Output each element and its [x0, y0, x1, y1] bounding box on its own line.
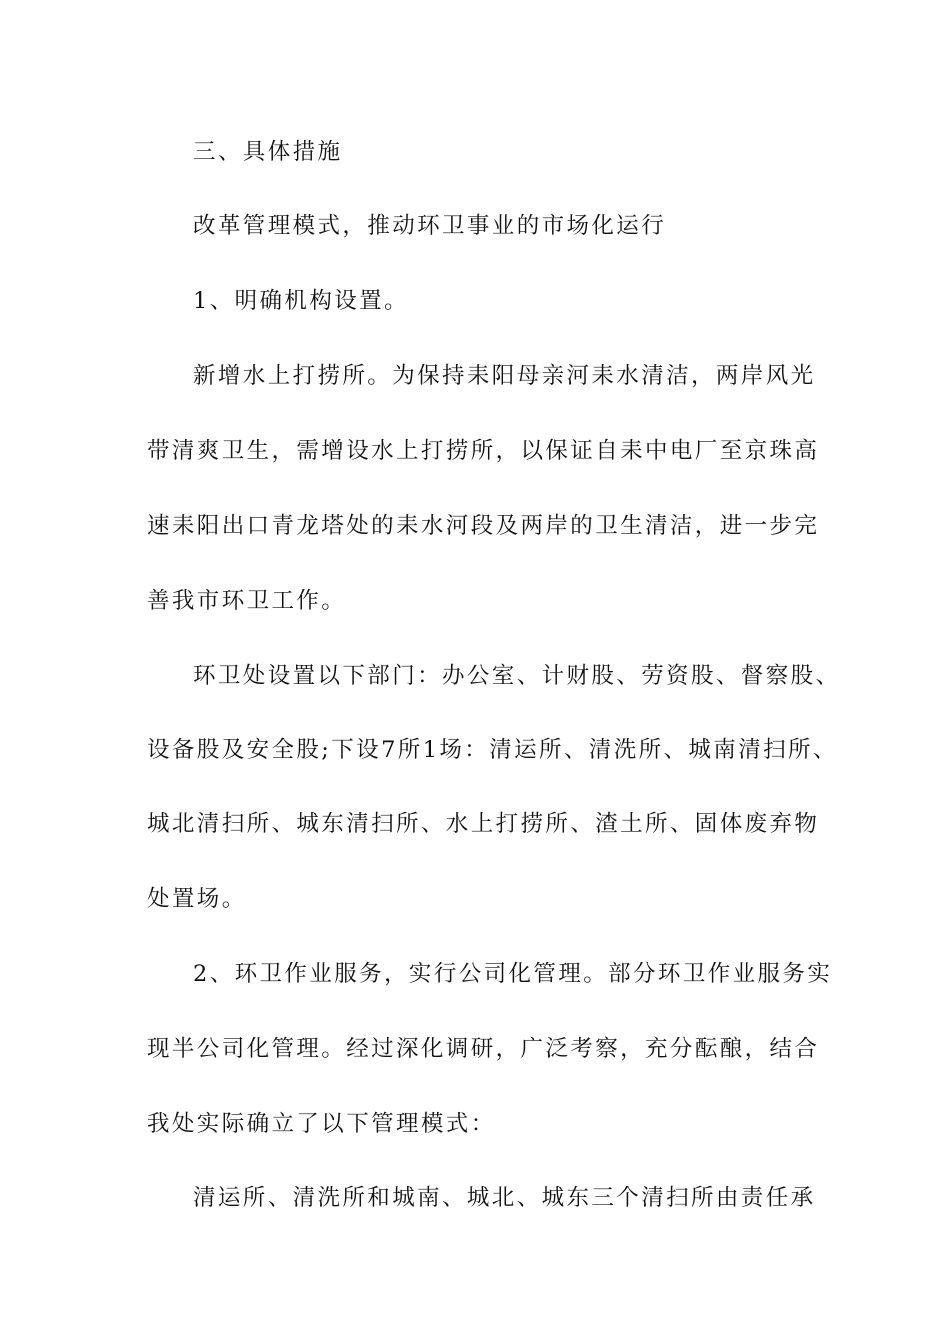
paragraph-line: 现半公司化管理。经过深化调研，广泛考察，充分酝酿，结合	[147, 1036, 820, 1062]
paragraph-line: 新增水上打捞所。为保持耒阳母亲河耒水清洁，两岸风光	[193, 363, 816, 389]
paragraph-line: 设备股及安全股;下设7所1场：清运所、清洗所、城南清扫所、	[147, 737, 838, 763]
paragraph-line: 2、环卫作业服务，实行公司化管理。部分环卫作业服务实	[193, 961, 833, 987]
paragraph-line: 速耒阳出口青龙塔处的耒水河段及两岸的卫生清洁，进一步完	[147, 513, 820, 539]
paragraph-line: 城北清扫所、城东清扫所、水上打捞所、渣土所、固体废弃物	[147, 811, 820, 837]
paragraph-line: 环卫处设置以下部门：办公室、计财股、劳资股、督察股、	[193, 663, 841, 689]
paragraph-line: 我处实际确立了以下管理模式：	[147, 1111, 496, 1137]
item-heading-1: 1、明确机构设置。	[193, 288, 409, 314]
paragraph-line: 清运所、清洗所和城南、城北、城东三个清扫所由责任承	[193, 1185, 816, 1211]
subheading: 改革管理模式，推动环卫事业的市场化运行	[193, 213, 667, 239]
section-heading: 三、具体措施	[193, 139, 343, 165]
paragraph-line: 处置场。	[147, 886, 247, 912]
paragraph-line: 带清爽卫生，需增设水上打捞所，以保证自耒中电厂至京珠高	[147, 438, 820, 464]
paragraph-line: 善我市环卫工作。	[147, 588, 347, 614]
